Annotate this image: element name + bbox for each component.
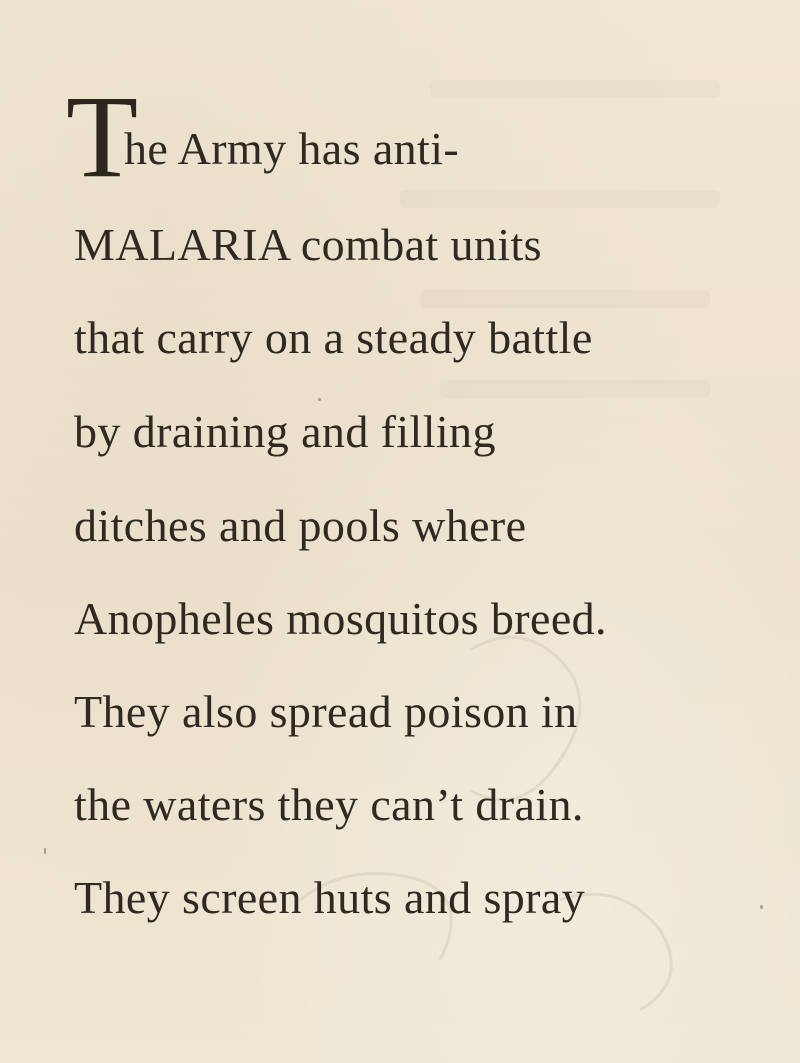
text-line-9: They screen huts and spray xyxy=(74,872,586,923)
drop-cap: T xyxy=(66,71,139,202)
paper-speck xyxy=(44,848,46,854)
text-line-8: the waters they can’t drain. xyxy=(74,779,584,830)
text-line-5: ditches and pools where xyxy=(74,500,527,551)
text-line-6: Anopheles mosquitos breed. xyxy=(74,593,607,644)
text-line-4: by draining and filling xyxy=(74,406,496,457)
text-line-3: that carry on a steady battle xyxy=(74,312,593,363)
text-line-2: MALARIA combat units xyxy=(74,219,542,270)
paper-speck xyxy=(760,905,763,909)
paper-speck xyxy=(318,398,321,401)
text-line-1: he Army has anti- xyxy=(124,123,460,174)
text-line-7: They also spread poison in xyxy=(74,686,578,737)
